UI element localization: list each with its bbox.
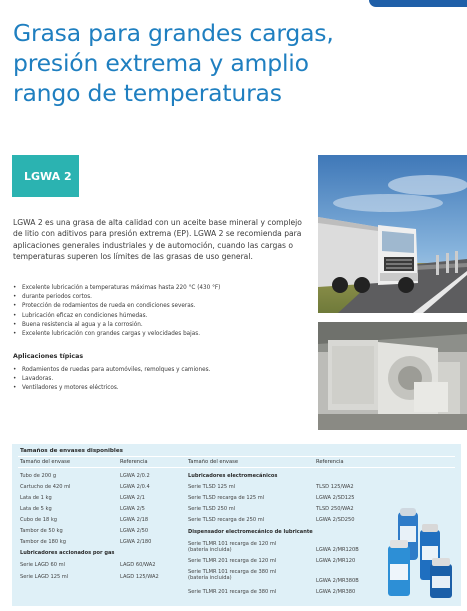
page-title: Grasa para grandes cargas, presión extrema y amplio rango de temperaturas	[13, 19, 334, 107]
truck-photo	[318, 155, 467, 313]
table-cell-size: Lata de 1 kg	[20, 495, 52, 501]
table-cell-size: Serie TLMR 101 recarga de 120 ml	[188, 541, 277, 547]
table-cell-ref: LGWA 2/MR380	[316, 589, 356, 595]
table-cell-size: Serie TLMR 201 recarga de 120 ml	[188, 558, 277, 564]
features-list	[13, 284, 308, 339]
lubricant-products-image	[384, 506, 456, 600]
table-cell-ref: LGWA 2/18	[120, 517, 149, 523]
applications-heading: Aplicaciones típicas	[13, 353, 84, 360]
feature-item: • Lubricación eficaz en condiciones húmedas.	[13, 312, 308, 321]
table-cell-size: Serie TLMR 201 recarga de 380 ml	[188, 589, 277, 595]
table-cell-ref: TLSD 125/WA2	[316, 484, 354, 490]
applications-list	[13, 366, 308, 394]
table-divider	[18, 467, 455, 468]
application-item: • Ventiladores y motores eléctricos.	[13, 384, 308, 393]
table-heading: Tamaños de envases disponibles	[20, 448, 123, 454]
application-item: • Rodamientos de ruedas para automóviles, remolques y camiones.	[13, 366, 308, 375]
table-cell-size: Serie TLSD 250 ml	[188, 506, 236, 512]
table-cell-ref: LAGD 60/WA2	[120, 562, 156, 568]
feature-item: • Excelente lubricación con grandes cargas y velocidades bajas.	[13, 330, 308, 339]
table-cell-size: Serie TLSD recarga de 250 ml	[188, 517, 265, 523]
table-cell-size: Serie LAGD 125 ml	[20, 574, 69, 580]
product-badge: LGWA 2	[12, 155, 79, 197]
table-cell-ref: LGWA 2/SD250	[316, 517, 355, 523]
table-cell-ref: LGWA 2/MR120B	[316, 547, 359, 553]
table-cell-ref: LGWA 2/180	[120, 539, 152, 545]
table-cell-ref: LGWA 2/0.4	[120, 484, 150, 490]
table-cell-size-note: (batería incluida)	[188, 575, 232, 581]
table-cell-size: Serie TLSD recarga de 125 ml	[188, 495, 265, 501]
table-cell-ref: LGWA 2/0.2	[120, 473, 150, 479]
table-cell-ref: LGWA 2/SD125	[316, 495, 355, 501]
column-header-ref-left: Referencia	[120, 459, 148, 465]
table-cell-size: Tambor de 50 kg	[20, 528, 63, 534]
table-cell-size: Cartucho de 420 ml	[20, 484, 71, 490]
table-cell-size: Lata de 5 kg	[20, 506, 52, 512]
table-cell-size: Serie LAGD 60 ml	[20, 562, 65, 568]
table-cell-size-note: (batería incluida)	[188, 547, 232, 553]
table-cell-size: Tubo de 200 g	[20, 473, 57, 479]
feature-item: • Buena resistencia al agua y a la corrosión.	[13, 321, 308, 330]
table-cell-ref: TLSD 250/WA2	[316, 506, 354, 512]
application-item: • Lavadoras.	[13, 375, 308, 384]
table-cell-size: Cubo de 18 kg	[20, 517, 58, 523]
column-header-ref-right: Referencia	[316, 459, 344, 465]
table-cell-ref: LGWA 2/MR380B	[316, 578, 359, 584]
table-cell-ref: LGWA 2/MR120	[316, 558, 356, 564]
table-cell-size: Serie TLMR 101 recarga de 380 ml	[188, 569, 277, 575]
table-cell-size: Serie TLSD 125 ml	[188, 484, 236, 490]
table-subheading-electro: Lubricadores electromecánicos	[188, 473, 278, 479]
corner-tab	[369, 0, 467, 7]
column-header-size-right: Tamaño del envase	[188, 459, 239, 465]
industrial-fan-photo	[318, 322, 467, 430]
intro-paragraph: LGWA 2 es una grasa de alta calidad con un aceite base mineral y complejo de litio con aditivos para presión extrema (EP). LGWA 2 se recomienda para aplicaciones generales industriales y de automoción, cuando las cargas o temperaturas superen los límites de las grasas de uso general.	[13, 218, 302, 262]
table-cell-ref: LAGD 125/WA2	[120, 574, 159, 580]
table-cell-size: Tambor de 180 kg	[20, 539, 66, 545]
table-cell-ref: LGWA 2/5	[120, 506, 145, 512]
feature-item: • Excelente lubricación a temperaturas máximas hasta 220 °C (430 °F)	[13, 284, 308, 293]
table-cell-ref: LGWA 2/50	[120, 528, 149, 534]
feature-item: • Protección de rodamientos de rueda en condiciones severas.	[13, 302, 308, 311]
column-header-size-left: Tamaño del envase	[20, 459, 71, 465]
table-subheading-gas: Lubricadores accionados por gas	[20, 550, 115, 556]
table-divider	[18, 456, 455, 457]
table-cell-ref: LGWA 2/1	[120, 495, 145, 501]
table-subheading-dispenser: Dispensador electromecánico de lubricante	[188, 529, 313, 535]
feature-item-continued: • durante periodos cortos.	[13, 293, 308, 302]
